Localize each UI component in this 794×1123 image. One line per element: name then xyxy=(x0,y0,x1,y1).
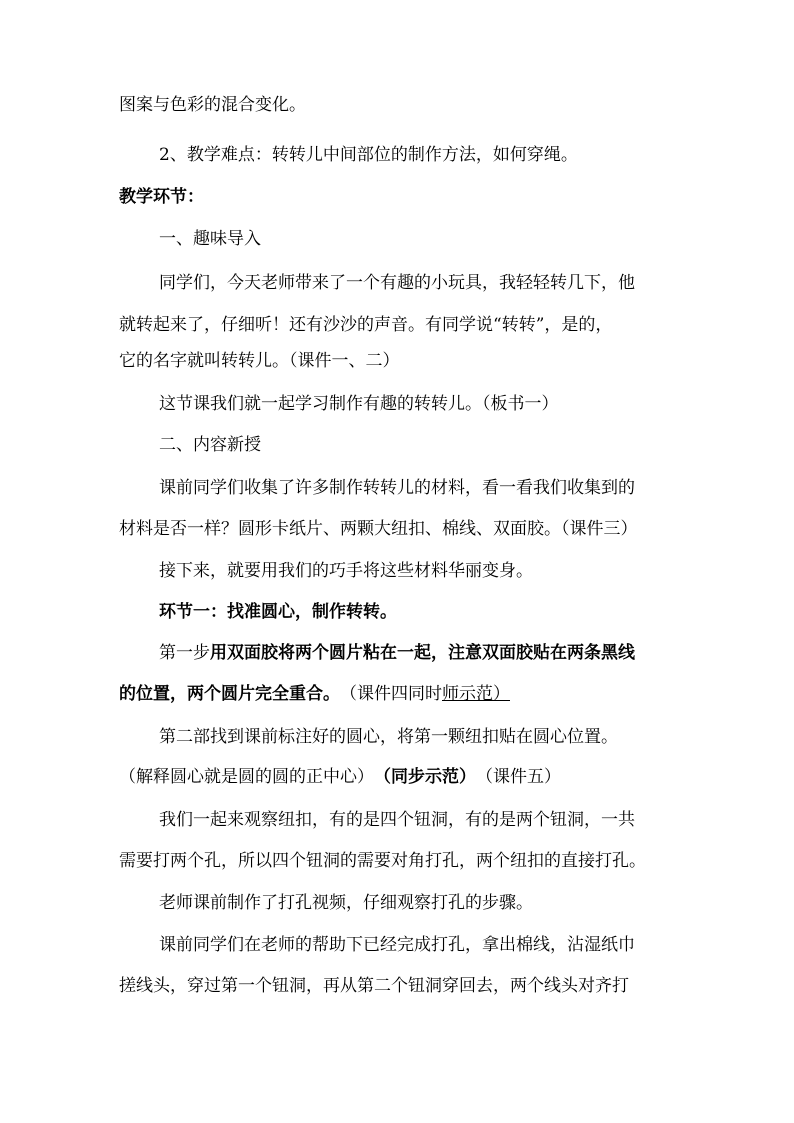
paragraph-line xyxy=(0,473,794,503)
text-run: 接下来，就要用我们的巧手将这些材料华丽变身。 xyxy=(159,561,533,581)
text-run: 一、趣味导入 xyxy=(159,229,261,249)
text-run: 同学们，今天老师带来了一个有趣的小玩具，我轻轻转几下，他 xyxy=(159,273,635,293)
paragraph-line xyxy=(0,268,794,298)
paragraph-line xyxy=(0,846,794,876)
paragraph-line xyxy=(0,90,794,120)
paragraph-line xyxy=(0,930,794,960)
text-run: 环节一：找准圆心，制作转转。 xyxy=(159,602,397,622)
text-run-bold: （同步示范） xyxy=(374,767,476,787)
paragraph-line xyxy=(0,514,794,544)
paragraph-line xyxy=(0,638,794,668)
text-run: 第一步 xyxy=(159,643,210,663)
text-run-underlined: 师示范） xyxy=(442,684,510,704)
text-run: 第二部找到课前标注好的圆心，将第一颗纽扣贴在圆心位置。 xyxy=(159,727,618,747)
paragraph-line xyxy=(0,762,794,792)
text-run-bold: 的位置，两个圆片完全重合。 xyxy=(119,684,340,704)
paragraph-line xyxy=(0,389,794,419)
text-run: 图案与色彩的混合变化。 xyxy=(119,95,306,115)
paragraph-line xyxy=(0,556,794,586)
section-heading xyxy=(0,182,794,212)
text-run: 2、教学难点：转转儿中间部位的制作方法，如何穿绳。 xyxy=(159,145,578,165)
text-run: 教学环节： xyxy=(119,187,204,207)
paragraph-line xyxy=(0,679,794,709)
step-heading xyxy=(0,597,794,627)
text-run: 二、内容新授 xyxy=(159,435,261,455)
text-run: （解释圆心就是圆的圆的正中心） xyxy=(119,767,374,787)
text-run: 课前同学们收集了许多制作转转儿的材料，看一看我们收集到的 xyxy=(159,478,635,498)
paragraph-line xyxy=(0,346,794,376)
text-run: 课前同学们在老师的帮助下已经完成打孔，拿出棉线，沾湿纸巾 xyxy=(159,935,635,955)
text-run: （课件五） xyxy=(476,767,561,787)
paragraph-line xyxy=(0,722,794,752)
text-run: 材料是否一样？圆形卡纸片、两颗大纽扣、棉线、双面胶。（课件三） xyxy=(119,519,638,539)
text-run: 老师课前制作了打孔视频，仔细观察打孔的步骤。 xyxy=(159,893,533,913)
text-run-bold: 用双面胶将两个圆片粘在一起，注意双面胶贴在两条黑线 xyxy=(210,643,635,663)
paragraph-line xyxy=(0,805,794,835)
text-run: 就转起来了，仔细听！还有沙沙的声音。有同学说“转转”，是的， xyxy=(119,315,613,335)
paragraph-line xyxy=(0,310,794,340)
text-run: （课件四同时 xyxy=(340,684,442,704)
paragraph-line xyxy=(0,888,794,918)
text-run: 这节课我们就一起学习制作有趣的转转儿。（板书一） xyxy=(159,394,559,414)
text-run: 它的名字就叫转转儿。（课件一、二） xyxy=(119,351,400,371)
paragraph-line xyxy=(0,971,794,1001)
paragraph-line xyxy=(0,140,794,170)
subsection-heading xyxy=(0,224,794,254)
text-run: 我们一起来观察纽扣，有的是四个钮洞，有的是两个钮洞，一共 xyxy=(159,810,635,830)
subsection-heading xyxy=(0,430,794,460)
text-run: 搓线头，穿过第一个钮洞，再从第二个钮洞穿回去，两个线头对齐打 xyxy=(119,976,629,996)
text-run: 需要打两个孔，所以四个钮洞的需要对角打孔，两个纽扣的直接打孔。 xyxy=(119,851,646,871)
